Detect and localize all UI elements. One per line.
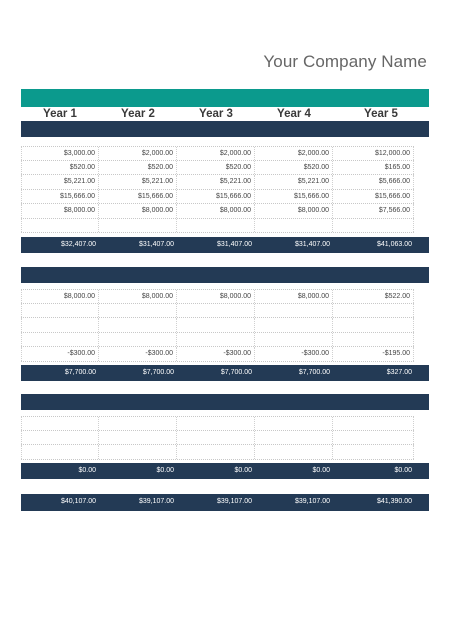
table-cell[interactable]: $522.00 [333,290,414,303]
table-cell[interactable]: $15,666.00 [333,190,414,204]
table-cell[interactable] [21,318,99,332]
year-header: Year 1 [43,108,77,120]
total-cell: $7,700.00 [298,369,330,376]
table-cell[interactable]: $2,000.00 [177,147,255,160]
table-cell[interactable]: $8,000.00 [255,290,333,303]
total-cell: $0.00 [234,467,252,474]
table-cell[interactable] [177,304,255,318]
table-cell[interactable]: $12,000.00 [333,147,414,160]
table-cell[interactable] [255,445,333,459]
table-row [21,146,414,161]
table-cell[interactable]: $5,221.00 [177,175,255,189]
table-cell[interactable]: $5,221.00 [255,175,333,189]
table-cell[interactable] [333,333,414,347]
total-cell: $0.00 [394,467,412,474]
table-cell[interactable]: $520.00 [21,161,99,175]
table-row [21,347,414,362]
table-cell[interactable]: $520.00 [99,161,177,175]
table-cell[interactable]: $8,000.00 [177,204,255,218]
section3-total-row [21,463,429,479]
table-cell[interactable]: -$300.00 [99,347,177,361]
table-cell[interactable]: $2,000.00 [255,147,333,160]
table-cell[interactable]: $520.00 [177,161,255,175]
company-name: Your Company Name [263,52,427,71]
table-cell[interactable] [333,304,414,318]
table-cell[interactable] [255,431,333,445]
table-cell[interactable] [255,318,333,332]
table-cell[interactable]: -$300.00 [21,347,99,361]
table-cell[interactable]: $5,666.00 [333,175,414,189]
table-cell[interactable]: $8,000.00 [255,204,333,218]
year-header: Year 4 [277,108,311,120]
total-cell: $0.00 [312,467,330,474]
table-cell[interactable]: $15,666.00 [255,190,333,204]
table-cell[interactable] [99,417,177,430]
year-header: Year 3 [199,108,233,120]
table-cell[interactable] [177,431,255,445]
table-row [21,445,414,460]
table-cell[interactable] [177,318,255,332]
table-cell[interactable] [177,445,255,459]
table-cell[interactable]: $8,000.00 [21,290,99,303]
table-cell[interactable]: $165.00 [333,161,414,175]
table-cell[interactable] [333,219,414,233]
section1-grid [21,146,414,233]
table-cell[interactable] [99,445,177,459]
total-cell: $7,700.00 [142,369,174,376]
table-cell[interactable] [255,219,333,233]
table-cell[interactable] [21,219,99,233]
table-row [21,161,414,176]
table-cell[interactable] [177,417,255,430]
section2-header-bar [21,267,429,283]
year-header-row [21,107,429,121]
section1-total-row [21,237,429,253]
total-cell: $0.00 [156,467,174,474]
table-cell[interactable] [99,318,177,332]
table-cell[interactable]: $15,666.00 [177,190,255,204]
table-cell[interactable]: -$300.00 [177,347,255,361]
table-row [21,431,414,446]
table-row [21,416,414,431]
header-band [21,89,429,107]
table-cell[interactable] [21,304,99,318]
table-cell[interactable]: $15,666.00 [21,190,99,204]
total-cell: $31,407.00 [294,241,330,248]
table-cell[interactable] [333,318,414,332]
table-cell[interactable] [21,445,99,459]
table-cell[interactable] [333,431,414,445]
year-header: Year 2 [121,108,155,120]
table-cell[interactable]: $520.00 [255,161,333,175]
table-row [21,289,414,304]
table-row [21,318,414,333]
grand-total-cell: $41,390.00 [376,498,412,505]
year-header: Year 5 [364,108,398,120]
table-cell[interactable]: -$195.00 [333,347,414,361]
table-cell[interactable] [99,431,177,445]
table-cell[interactable] [255,333,333,347]
table-cell[interactable]: $3,000.00 [21,147,99,160]
table-cell[interactable] [177,333,255,347]
table-cell[interactable] [21,333,99,347]
table-cell[interactable] [333,417,414,430]
table-cell[interactable] [99,333,177,347]
section1-header-bar [21,121,429,137]
grand-total-cell: $39,107.00 [138,498,174,505]
table-cell[interactable]: $5,221.00 [99,175,177,189]
total-cell: $31,407.00 [216,241,252,248]
table-row [21,333,414,348]
grand-total-cell: $40,107.00 [60,498,96,505]
grand-total-cell: $39,107.00 [216,498,252,505]
table-cell[interactable] [255,304,333,318]
table-cell[interactable] [177,219,255,233]
section3-grid [21,416,414,460]
table-cell[interactable] [333,445,414,459]
total-cell: $7,700.00 [64,369,96,376]
table-row [21,304,414,319]
table-cell[interactable]: $8,000.00 [99,290,177,303]
total-cell: $32,407.00 [60,241,96,248]
grand-total-row [21,494,429,511]
total-cell: $327.00 [386,369,412,376]
grand-total-cell: $39,107.00 [294,498,330,505]
total-cell: $7,700.00 [220,369,252,376]
table-row [21,219,414,234]
section2-grid [21,289,414,362]
table-cell[interactable]: -$300.00 [255,347,333,361]
table-cell[interactable]: $2,000.00 [99,147,177,160]
table-cell[interactable] [21,431,99,445]
table-cell[interactable] [21,417,99,430]
table-cell[interactable]: $7,566.00 [333,204,414,218]
table-cell[interactable] [255,417,333,430]
table-cell[interactable]: $15,666.00 [99,190,177,204]
section3-header-bar [21,394,429,410]
table-cell[interactable]: $5,221.00 [21,175,99,189]
table-cell[interactable] [99,219,177,233]
table-cell[interactable]: $8,000.00 [99,204,177,218]
total-cell: $31,407.00 [138,241,174,248]
total-cell: $0.00 [78,467,96,474]
total-cell: $41,063.00 [376,241,412,248]
table-row [21,204,414,219]
table-cell[interactable]: $8,000.00 [21,204,99,218]
table-row [21,190,414,205]
table-row [21,175,414,190]
section2-total-row [21,365,429,381]
table-cell[interactable] [99,304,177,318]
table-cell[interactable]: $8,000.00 [177,290,255,303]
